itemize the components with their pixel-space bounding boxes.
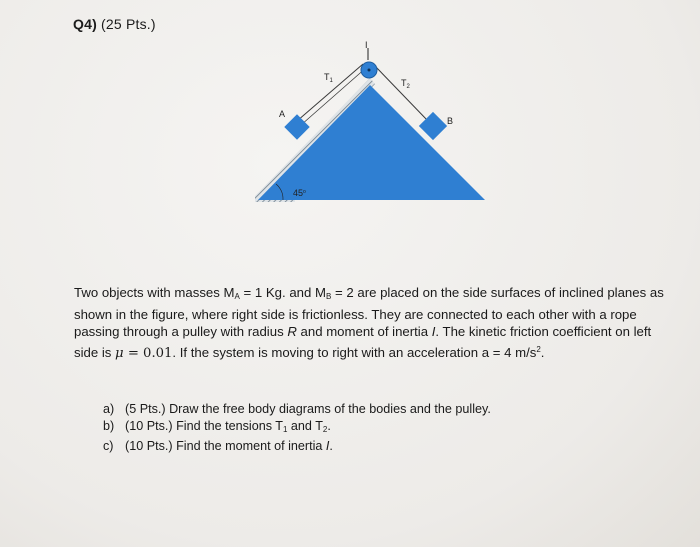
label-a: A xyxy=(279,109,286,119)
part-b: b) (10 Pts.) Find the tensions $T_1$ and $T_2$. xyxy=(103,419,331,434)
problem-statement: Two objects with masses $M_A = 1$ Kg. and $M_B = 2$ are placed on the side surfaces of inclined planes as shown in the figure, where right side is frictionless. They are connected to each other with a rope passing through a pulley with radius R and moment of inertia I. The kinetic friction coefficient on left side is μ = 0.01. If the system is moving to right with an acceleration a = 4 $m/s^2$. xyxy=(74,285,664,361)
question-parts xyxy=(103,401,491,455)
label-inertia: I xyxy=(365,40,368,50)
question-number: Q4) xyxy=(73,16,97,32)
label-t1: $T_1$ xyxy=(324,72,333,84)
block-a xyxy=(284,114,309,139)
label-t2: $T_2$ xyxy=(401,78,410,90)
inclined-wedge xyxy=(258,85,485,200)
part-a: a) (5 Pts.) Draw the free body diagrams of the bodies and the pulley. xyxy=(103,402,491,416)
question-points: (25 Pts.) xyxy=(101,16,156,32)
part-c: c) (10 Pts.) Find the moment of inertia I. xyxy=(103,439,333,453)
label-b: B xyxy=(447,116,454,126)
label-angle: 45$^o$ xyxy=(293,188,306,198)
